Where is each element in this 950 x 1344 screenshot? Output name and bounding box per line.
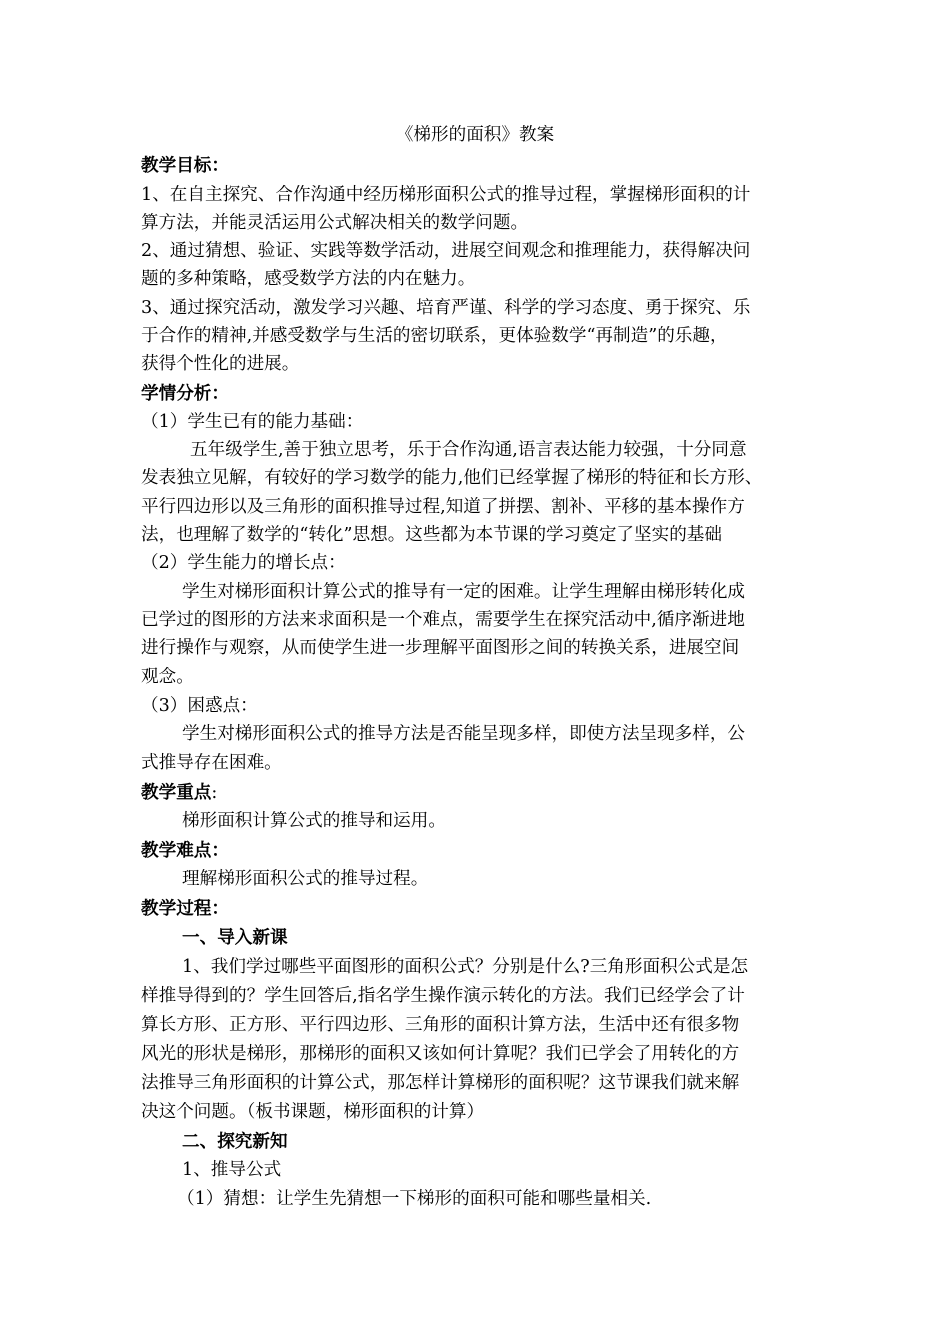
analysis-line: 进行操作与观察，从而使学生进一步理解平面图形之间的转换关系，进展空间 (141, 638, 740, 658)
process-part-heading: 一、导入新课 (182, 927, 288, 948)
process-line: 1、推导公式 (182, 1160, 282, 1180)
analysis-line: 发表独立见解，有较好的学习数学的能力,他们已经掌握了梯形的特征和长方形、 (141, 468, 763, 488)
analysis-line: 法，也理解了数学的“转化”思想。这些都为本节课的学习奠定了坚实的基础 (141, 525, 722, 545)
process-line: 算长方形、正方形、平行四边形、三角形的面积计算方法，生活中还有很多物 (141, 1015, 740, 1035)
difficult-point-text: 理解梯形面积公式的推导过程。 (182, 869, 429, 889)
process-line: （1）猜想：让学生先猜想一下梯形的面积可能和哪些量相关. (177, 1189, 652, 1209)
section-heading-key-text: 教学重点 (141, 782, 212, 803)
process-line: 决这个问题。（板书课题，梯形面积的计算） (141, 1102, 485, 1122)
process-line: 风光的形状是梯形，那梯形的面积又该如何计算呢？我们已学会了用转化的方 (141, 1044, 740, 1064)
section-heading-key (141, 784, 217, 803)
analysis-line: 学生对梯形面积公式的推导方法是否能呈现多样，即使方法呈现多样，公 (182, 724, 746, 744)
process-line: 1、我们学过哪些平面图形的面积公式？分别是什么?三角形面积公式是怎 (182, 957, 749, 977)
goal-line: 算方法，并能灵活运用公式解决相关的数学问题。 (141, 213, 529, 233)
process-part-heading: 二、探究新知 (182, 1131, 288, 1152)
analysis-subheading: （1）学生已有的能力基础： (141, 412, 364, 432)
goal-line: 获得个性化的进展。 (141, 354, 300, 374)
process-line: 法推导三角形面积的计算公式，那怎样计算梯形的面积呢？这节课我们就来解 (141, 1073, 740, 1093)
document-title: 《梯形的面积》教案 (395, 125, 555, 145)
goal-line: 1、在自主探究、合作沟通中经历梯形面积公式的推导过程，掌握梯形面积的计 (141, 185, 751, 205)
section-heading-analysis: 学情分析： (141, 383, 229, 404)
section-heading-goals: 教学目标： (141, 155, 229, 176)
section-heading-key-colon: : (211, 783, 218, 803)
section-heading-difficult: 教学难点： (141, 840, 229, 861)
analysis-line: 观念。 (141, 667, 194, 687)
analysis-line: 平行四边形以及三角形的面积推导过程,知道了拼摆、割补、平移的基本操作方 (141, 497, 745, 517)
key-point-text: 梯形面积计算公式的推导和运用。 (182, 811, 446, 831)
analysis-line: 五年级学生,善于独立思考，乐于合作沟通,语言表达能力较强，十分同意 (190, 440, 747, 460)
goal-line: 3、通过探究活动，激发学习兴趣、培育严谨、科学的学习态度、勇于探究、乐 (141, 298, 751, 318)
analysis-subheading: （2）学生能力的增长点： (141, 553, 346, 573)
goal-line: 题的多种策略，感受数学方法的内在魅力。 (141, 269, 476, 289)
analysis-line: 学生对梯形面积计算公式的推导有一定的困难。让学生理解由梯形转化成 (182, 582, 746, 602)
section-heading-process: 教学过程： (141, 898, 229, 919)
analysis-subheading: （3）困惑点： (141, 696, 258, 716)
goal-line: 于合作的精神,并感受数学与生活的密切联系，更体验数学“再制造”的乐趣， (141, 326, 728, 346)
analysis-line: 已学过的图形的方法来求面积是一个难点，需要学生在探究活动中,循序渐进地 (141, 610, 745, 630)
analysis-line: 式推导存在困难。 (141, 753, 282, 773)
goal-line: 2、通过猜想、验证、实践等数学活动，进展空间观念和推理能力，获得解决问 (141, 241, 751, 261)
process-line: 样推导得到的？学生回答后,指名学生操作演示转化的方法。我们已经学会了计 (141, 986, 745, 1006)
